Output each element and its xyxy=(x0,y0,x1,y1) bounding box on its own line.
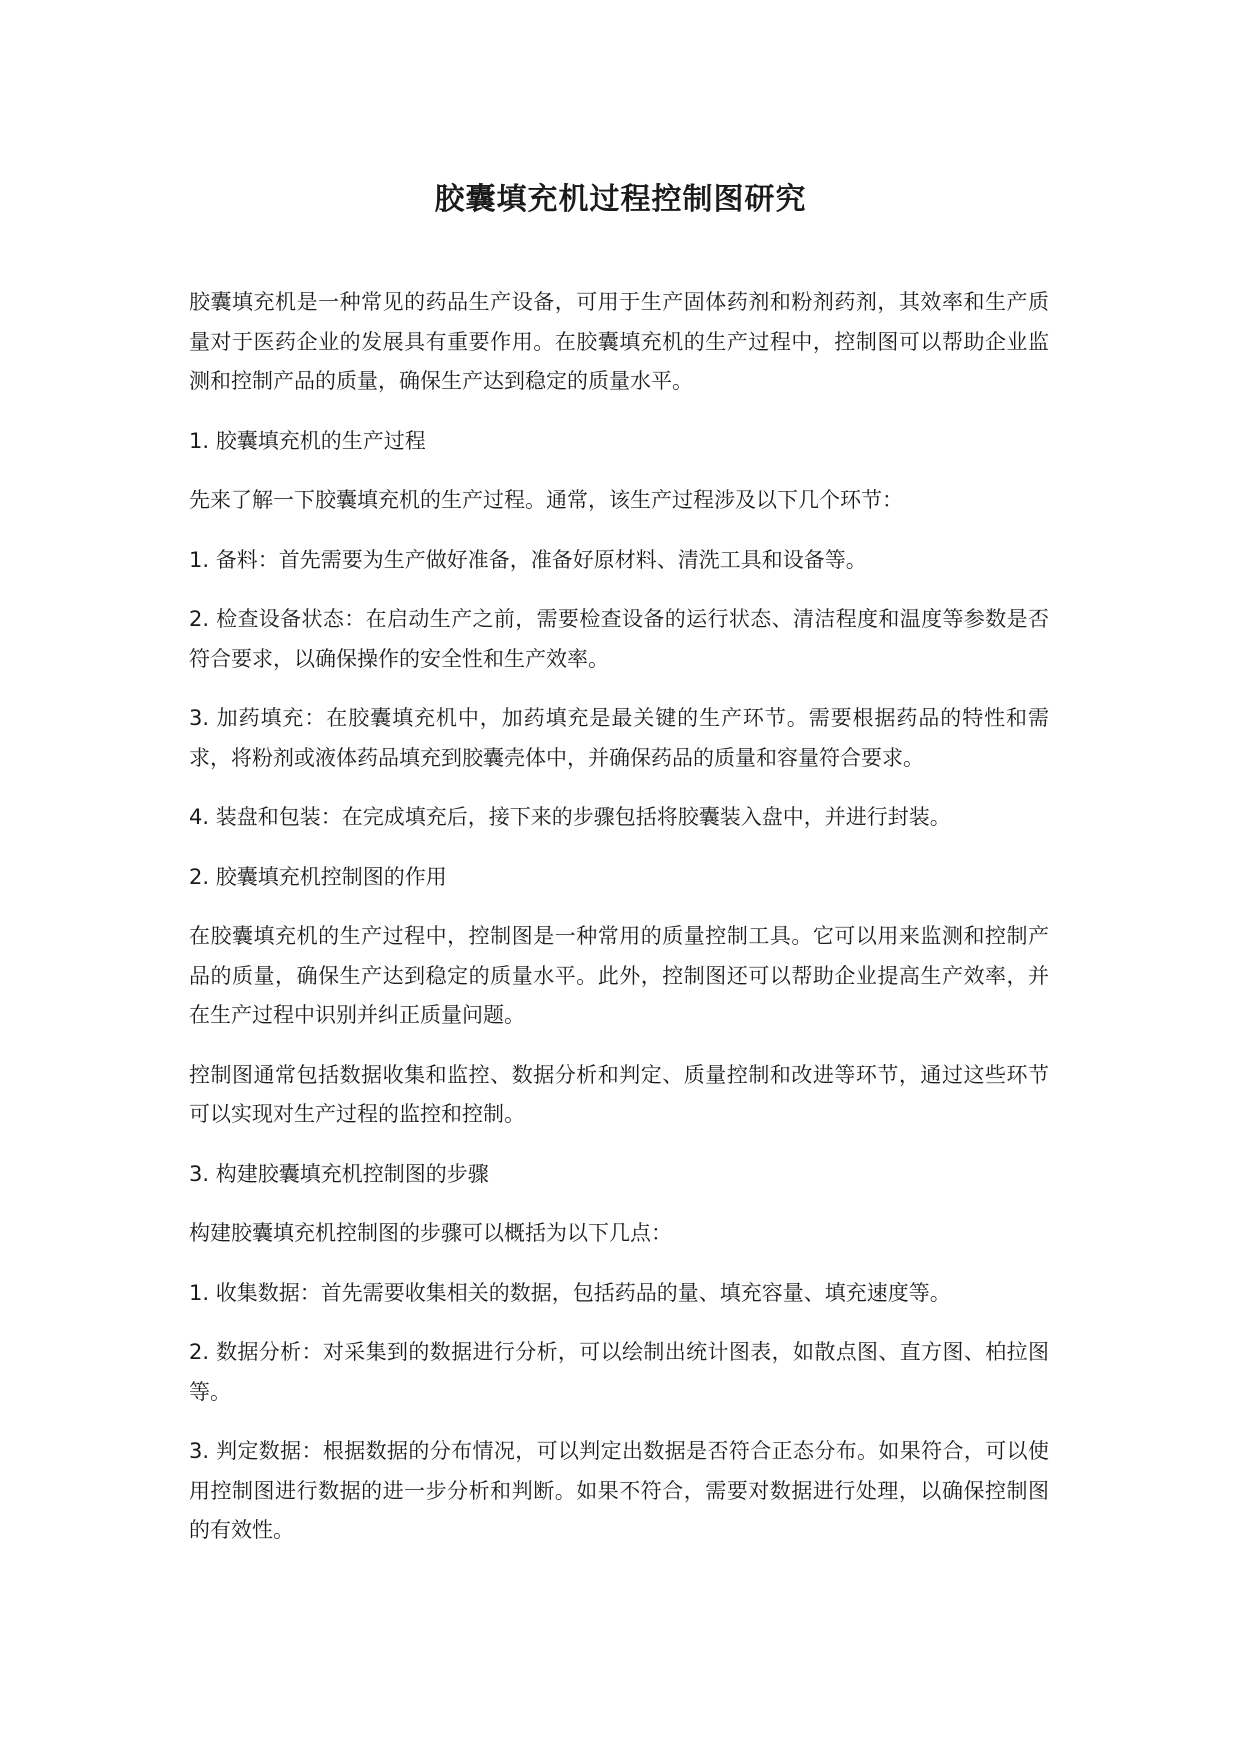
section-heading-3: 3. 构建胶囊填充机控制图的步骤 xyxy=(189,1161,489,1186)
list-item: 4. 装盘和包装：在完成填充后，接下来的步骤包括将胶囊装入盘中，并进行封装。 xyxy=(189,805,951,829)
list-item: 3. 判定数据：根据数据的分布情况，可以判定出数据是否符合正态分布。如果符合，可以使用控制图进行数据的进一步分析和判断。如果不符合，需要对数据进行处理，以确保控制图的有效性。 xyxy=(189,1439,1049,1542)
list-item: 2. 检查设备状态：在启动生产之前，需要检查设备的运行状态、清洁程度和温度等参数是否符合要求，以确保操作的安全性和生产效率。 xyxy=(189,607,1049,671)
document-title: 胶囊填充机过程控制图研究 xyxy=(434,182,807,217)
document-body xyxy=(189,283,1049,1571)
paragraph: 构建胶囊填充机控制图的步骤可以概括为以下几点： xyxy=(189,1221,672,1245)
paragraph: 先来了解一下胶囊填充机的生产过程。通常，该生产过程涉及以下几个环节： xyxy=(189,488,903,512)
paragraph-intro: 胶囊填充机是一种常见的药品生产设备，可用于生产固体药剂和粉剂药剂，其效率和生产质量对于医药企业的发展具有重要作用。在胶囊填充机的生产过程中，控制图可以帮助企业监测和控制产品的质量，确保生产达到稳定的质量水平。 xyxy=(189,290,1049,393)
section-heading-1: 1. 胶囊填充机的生产过程 xyxy=(189,428,426,453)
section-heading-2: 2. 胶囊填充机控制图的作用 xyxy=(189,864,447,889)
paragraph: 控制图通常包括数据收集和监控、数据分析和判定、质量控制和改进等环节，通过这些环节可以实现对生产过程的监控和控制。 xyxy=(189,1062,1049,1126)
list-item: 3. 加药填充：在胶囊填充机中，加药填充是最关键的生产环节。需要根据药品的特性和需求，将粉剂或液体药品填充到胶囊壳体中，并确保药品的质量和容量符合要求。 xyxy=(189,706,1049,770)
list-item: 1. 备料：首先需要为生产做好准备，准备好原材料、清洗工具和设备等。 xyxy=(189,547,867,572)
list-item: 2. 数据分析：对采集到的数据进行分析，可以绘制出统计图表，如散点图、直方图、柏拉图等。 xyxy=(189,1340,1049,1404)
paragraph: 在胶囊填充机的生产过程中，控制图是一种常用的质量控制工具。它可以用来监测和控制产品的质量，确保生产达到稳定的质量水平。此外，控制图还可以帮助企业提高生产效率，并在生产过程中识别并纠正质量问题。 xyxy=(189,924,1049,1027)
list-item: 1. 收集数据：首先需要收集相关的数据，包括药品的量、填充容量、填充速度等。 xyxy=(189,1280,951,1305)
